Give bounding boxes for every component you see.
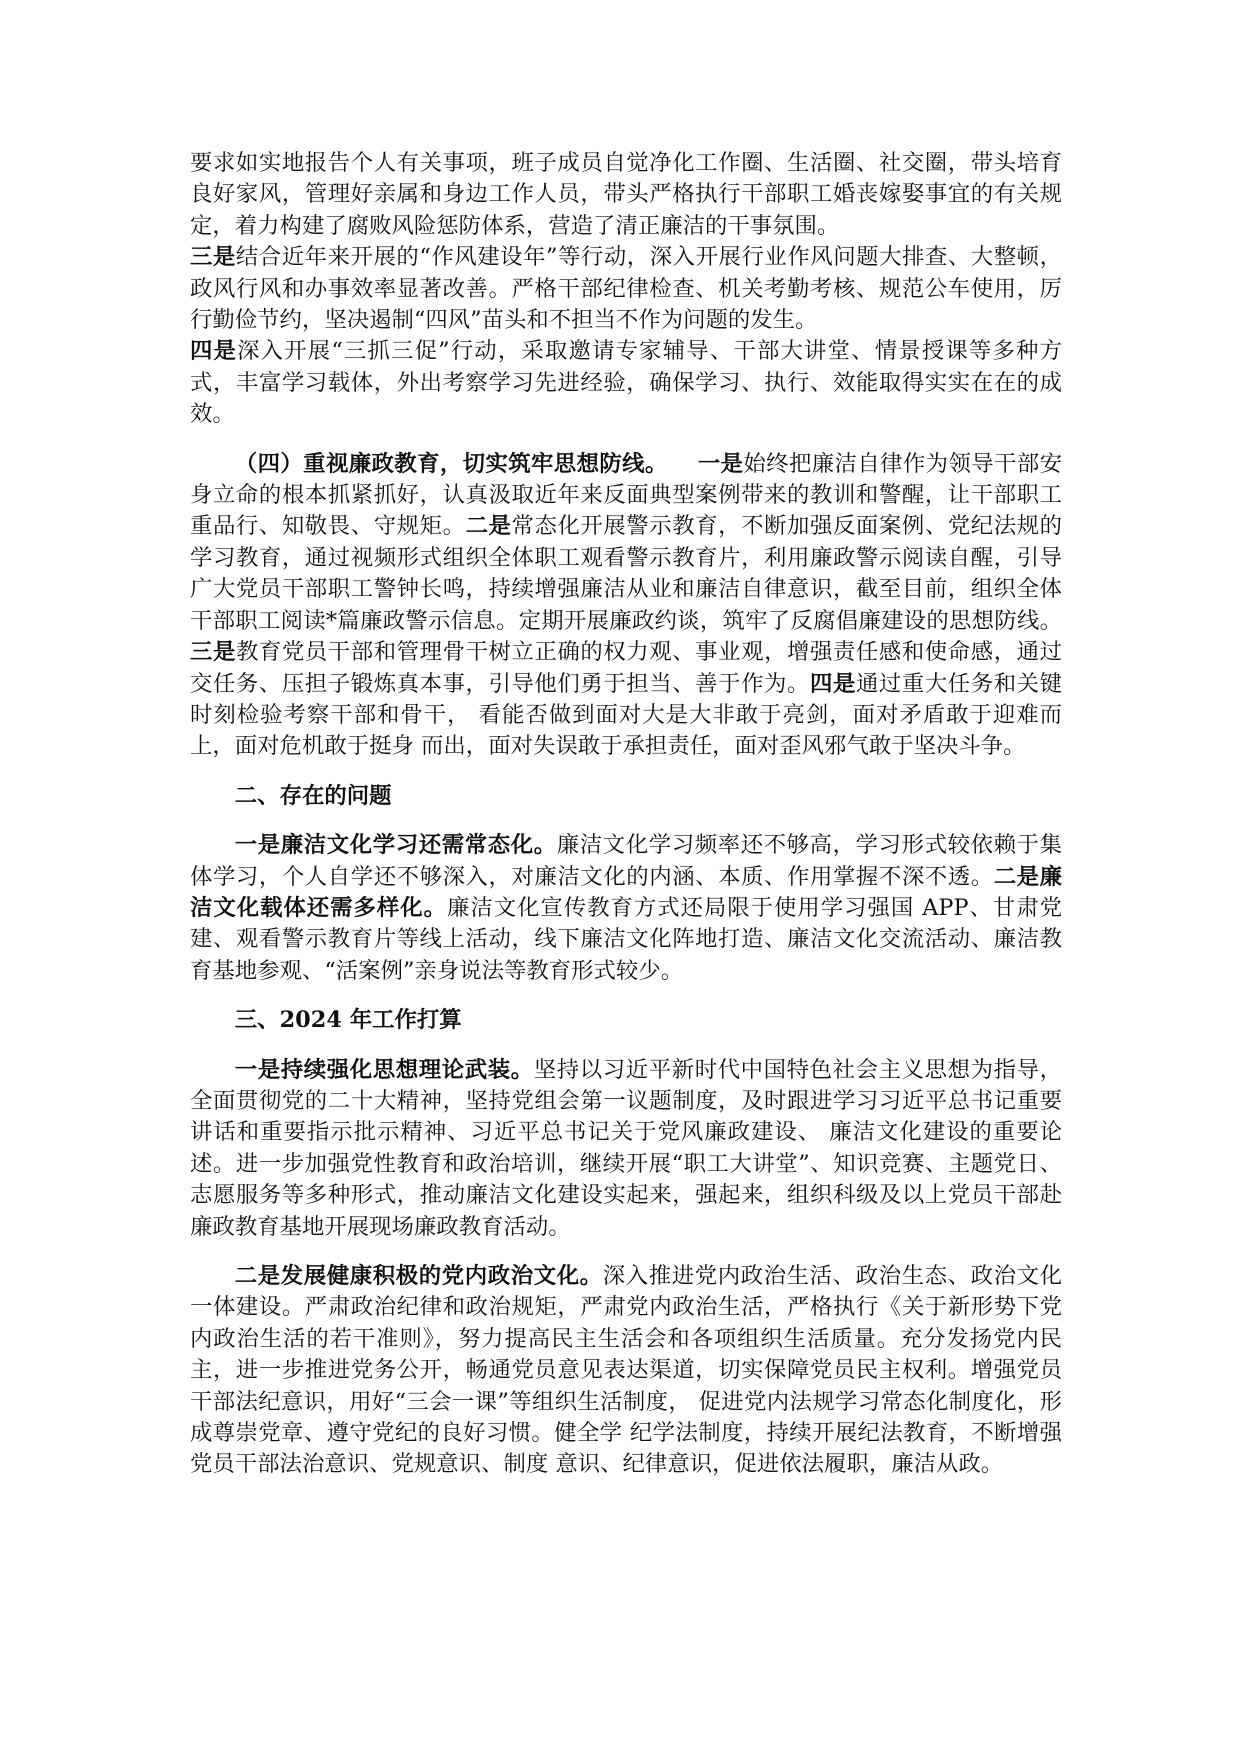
section-four-text-4: 通过重大任务和关键时刻检验考察干部和骨干， 看能否做到面对大是大非敢于亮剑，面对矛盾敢于迎难而上，面对危机敢于挺身 而出，面对失误敢于承担责任，面对歪风邪气敢于坚决斗争。 [190,670,1063,760]
problems-paragraph [190,830,1062,987]
section-four-lead-2: 二是 [465,513,512,540]
plan-text-1: 坚持以习近平新时代中国特色社会主义思想为指导，全面贯彻党的二十大精神，坚持党组会第一议题制度，及时跟进学习习近平总书记重要讲话和重要指示批示精神、习近平总书记关于党风廉政建设、 廉洁文化建设的重要论述。进一步加强党性教育和政治培训，继续开展“职工大讲堂”、知识竞赛、主题党日、志愿服务等多种形式，推动廉洁文化建设实起来，强起来，组织科级及以上党员干部赴廉政教育基地开展现场廉政教育活动。 [190,1056,1063,1240]
problem-text-1: 廉洁文化学习频率还不够高，学习形式较依赖于集体学习，个人自学还不够深入，对廉洁文化的内涵、本质、作用掌握不深不透。 [190,832,1063,890]
section-four-text-2: 常态化开展警示教育，不断加强反面案例、党纪法规的学习教育，通过视频形式组织全体职工观看警示教育片，利用廉政警示阅读自醒，引导广大党员干部职工警钟长鸣，持续增强廉洁从业和廉洁自律意识，截至目前，组织全体干部职工阅读*篇廉政警示信息。定期开展廉政约谈，筑牢了反腐倡廉建设的思想防线。 [190,513,1063,634]
section-four-lead-1: 一是 [697,450,744,477]
paragraph-point-three [190,242,1062,336]
point-lead-four: 四是 [190,338,238,365]
section-four-lead-3: 三是 [190,639,236,666]
plan-lead-2: 二是发展健康积极的党内政治文化。 [234,1263,603,1289]
section-four-paragraph [190,449,1062,763]
problem-lead-1: 一是廉洁文化学习还需常态化。 [234,832,557,859]
plan-paragraph-1 [190,1055,1062,1243]
problem-lead-2: 二是廉洁文化载体还需多样化。 [190,863,1063,921]
point-text-three: 结合近年来开展的“作风建设年”等行动，深入开展行业作风问题大排查、大整顿，政风行风和办事效率显著改善。严格干部纪律检查、机关考勤考核、规范公车使用，厉行勤俭节约，坚决遏制“四风”苗头和不担当不作为问题的发生。 [190,244,1062,334]
problems-heading: 二、存在的问题 [234,782,392,809]
point-text-four: 深入开展“三抓三促”行动，采取邀请专家辅导、干部大讲堂、情景授课等多种方式，丰富学习载体，外出考察学习先进经验，确保学习、执行、效能取得实实在在的成效。 [190,338,1062,428]
problem-text-2: 廉洁文化宣传教育方式还局限于使用学习强国 APP、甘肃党建、观看警示教育片等线上活动，线下廉洁文化阵地打造、廉洁文化交流活动、廉洁教育基地参观、“活案例”亲身说法等教育形式较少。 [190,894,1063,984]
paragraph-family-discipline: 要求如实地报告个人有关事项，班子成员自觉净化工作圈、生活圈、社交圈，带头培育良好家风，管理好亲属和身边工作人员，带头严格执行干部职工婚丧嫁娶事宜的有关规定，着力构建了腐败风险惩防体系，营造了清正廉洁的干事氛围。 [190,150,1062,239]
plans-heading: 三、2024 年工作打算 [234,1007,462,1034]
section-four-text-3: 教育党员干部和管理骨干树立正确的权力观、事业观，增强责任感和使命感，通过交任务、压担子锻炼真本事，引导他们勇于担当、善于作为。 [190,639,1063,697]
paragraph-point-four [190,336,1062,430]
plan-paragraph-2 [190,1261,1062,1481]
document-page [190,148,1062,1481]
plan-lead-1: 一是持续强化思想理论武装。 [234,1056,534,1083]
point-lead-three: 三是 [190,244,236,271]
section-four-text-1: 始终把廉洁自律作为领导干部安身立命的根本抓紧抓好，认真汲取近年来反面典型案例带来的教训和警醒，让干部职工重品行、知敬畏、守规矩。 [190,450,1063,540]
plan-text-2: 深入推进党内政治生活、政治生态、政治文化一体建设。严肃政治纪律和政治规矩，严肃党内政治生活，严格执行《关于新形势下党内政治生活的若干准则》，努力提高民主生活会和各项组织生活质量。充分发扬党内民主，进一步推进党务公开，畅通党员意见表达渠道，切实保障党员民主权利。增强党员干部法纪意识，用好“三会一课”等组织生活制度， 促进党内法规学习常态化制度化，形成尊崇党章、遵守党纪的良好习惯。健全学 纪学法制度，持续开展纪法教育，不断增强党员干部法治意识、党规意识、制度 意识、纪律意识，促进依法履职，廉洁从政。 [190,1263,1063,1478]
section-four-lead-4: 四是 [810,670,856,697]
section-four-heading: （四）重视廉政教育，切实筑牢思想防线。 [234,450,668,477]
